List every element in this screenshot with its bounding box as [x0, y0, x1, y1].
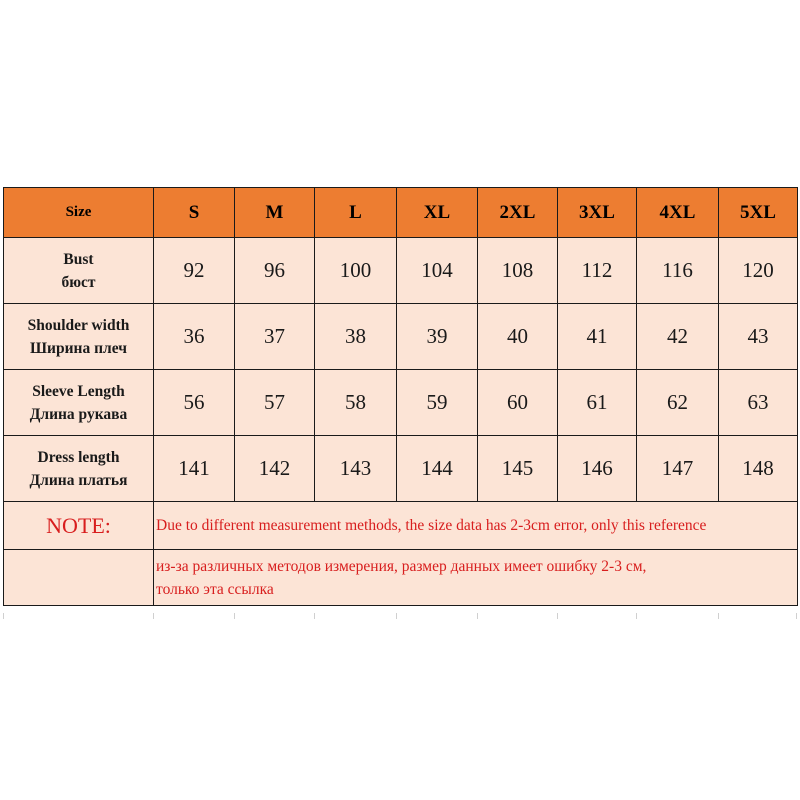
note-row-ru — [4, 550, 798, 606]
row-label-ru: Длина рукава — [29, 405, 128, 423]
table-cell: 39 — [397, 304, 478, 370]
table-cell: 148 — [719, 436, 798, 502]
table-cell: 57 — [235, 370, 315, 436]
table-cell: 62 — [637, 370, 719, 436]
table-cell: 146 — [558, 436, 637, 502]
row-label-ru: Длина платья — [29, 471, 128, 489]
table-row-sleeve-length — [4, 370, 798, 436]
table-row-bust — [4, 238, 798, 304]
note-empty-cell — [4, 550, 154, 606]
row-label-dress-length — [4, 436, 154, 502]
row-label-en: Dress length — [37, 448, 120, 466]
table-cell: 96 — [235, 238, 315, 304]
header-size-3xl: 3XL — [558, 188, 637, 238]
note-text-ru — [154, 550, 798, 606]
header-size-5xl: 5XL — [719, 188, 798, 238]
table-cell: 59 — [397, 370, 478, 436]
header-size-label: Size — [4, 188, 154, 238]
table-cell: 141 — [154, 436, 235, 502]
table-cell: 60 — [478, 370, 558, 436]
table-cell: 143 — [315, 436, 397, 502]
note-row — [4, 502, 798, 550]
row-label-shoulder-width — [4, 304, 154, 370]
table-row-dress-length — [4, 436, 798, 502]
table-cell: 120 — [719, 238, 798, 304]
table-cell: 58 — [315, 370, 397, 436]
table-cell: 92 — [154, 238, 235, 304]
header-size-l: L — [315, 188, 397, 238]
row-label-sleeve-length — [4, 370, 154, 436]
header-size-xl: XL — [397, 188, 478, 238]
note-text-ru-line2: только эта ссылка — [156, 580, 274, 598]
table-cell: 38 — [315, 304, 397, 370]
table-cell: 144 — [397, 436, 478, 502]
table-cell: 56 — [154, 370, 235, 436]
table-cell: 104 — [397, 238, 478, 304]
table-cell: 142 — [235, 436, 315, 502]
row-label-en: Bust — [63, 250, 94, 268]
table-cell: 37 — [235, 304, 315, 370]
table-cell: 100 — [315, 238, 397, 304]
row-label-ru: бюст — [61, 273, 96, 291]
table-cell: 43 — [719, 304, 798, 370]
table-cell: 63 — [719, 370, 798, 436]
table-cell: 112 — [558, 238, 637, 304]
note-text-ru-line1: из-за различных методов измерения, размер данных имеет ошибку 2-3 см, — [156, 557, 647, 575]
size-chart-table — [3, 187, 798, 606]
note-label: NOTE: — [4, 502, 154, 550]
table-cell: 36 — [154, 304, 235, 370]
table-cell: 42 — [637, 304, 719, 370]
header-size-m: M — [235, 188, 315, 238]
table-cell: 145 — [478, 436, 558, 502]
header-size-4xl: 4XL — [637, 188, 719, 238]
header-size-s: S — [154, 188, 235, 238]
row-label-bust — [4, 238, 154, 304]
row-label-en: Sleeve Length — [32, 382, 125, 400]
table-row-shoulder-width — [4, 304, 798, 370]
table-cell: 147 — [637, 436, 719, 502]
row-label-en: Shoulder width — [27, 316, 130, 334]
row-label-ru: Ширина плеч — [30, 339, 127, 357]
table-cell: 116 — [637, 238, 719, 304]
header-size-2xl: 2XL — [478, 188, 558, 238]
header-row — [4, 188, 798, 238]
table-cell: 41 — [558, 304, 637, 370]
table-cell: 108 — [478, 238, 558, 304]
table-cell: 61 — [558, 370, 637, 436]
note-text-en: Due to different measurement methods, the size data has 2-3cm error, only this reference — [154, 502, 798, 550]
table-cell: 40 — [478, 304, 558, 370]
gridline-ticks — [3, 613, 797, 621]
